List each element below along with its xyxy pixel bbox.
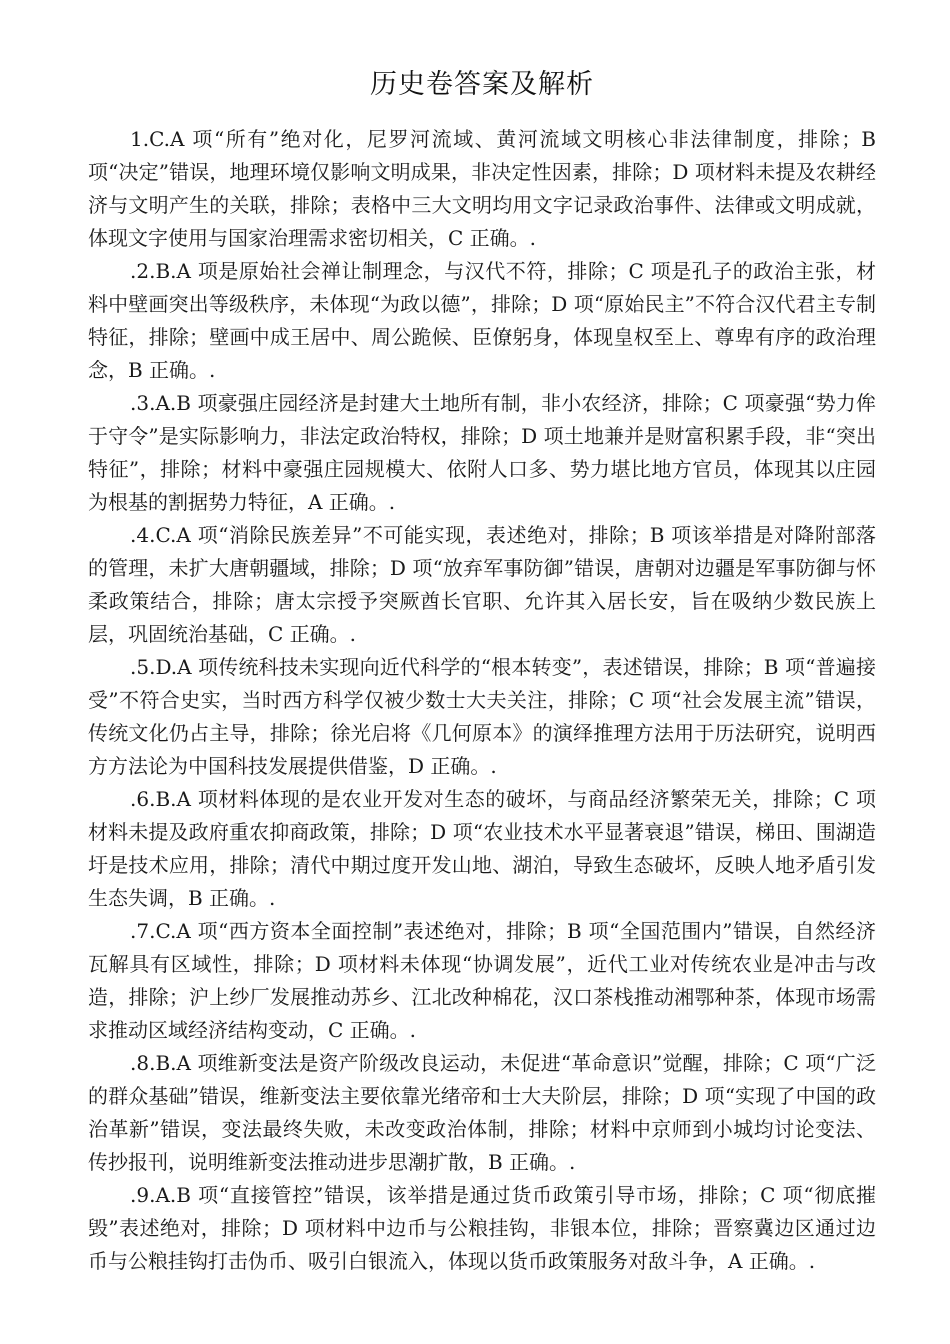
answer-2: .2.B.A 项是原始社会禅让制理念，与汉代不符，排除；C 项是孔子的政治主张，材料中壁画突出等级秩序，未体现“为政以德”，排除；D 项“原始民主”不符合汉代君主专制特征，排除；壁画中成王居中、周公跪候、臣僚躬身，体现皇权至上、尊卑有序的政治理念，B 正确。. <box>88 259 876 382</box>
answer-3: .3.A.B 项豪强庄园经济是封建大土地所有制，非小农经济，排除；C 项豪强“势力侔于守令”是实际影响力，非法定政治特权，排除；D 项土地兼并是财富积累手段，非“突出特征”，排除；材料中豪强庄园规模大、依附人口多、势力堪比地方官员，体现其以庄园为根基的割据势力特征，A 正确。. <box>88 391 876 514</box>
page-title: 历史卷答案及解析 <box>370 69 594 100</box>
answer-1: 1.C.A 项“所有”绝对化，尼罗河流域、黄河流域文明核心非法律制度，排除；B 项“决定”错误，地理环境仅影响文明成果，非决定性因素，排除；D 项材料未提及农耕经济与文明产生的关联，排除；表格中三大文明均用文字记录政治事件、法律或文明成就，体现文字使用与国家治理需求密切相关，C 正确。. <box>88 127 876 250</box>
answer-5: .5.D.A 项传统科技未实现向近代科学的“根本转变”，表述错误，排除；B 项“普遍接受”不符合史实，当时西方科学仅被少数士大夫关注，排除；C 项“社会发展主流”错误，传统文化仍占主导，排除；徐光启将《几何原本》的演绎推理方法用于历法研究，说明西方方法论为中国科技发展提供借鉴，D 正确。. <box>88 655 876 778</box>
answer-4: .4.C.A 项“消除民族差异”不可能实现，表述绝对，排除；B 项该举措是对降附部落的管理，未扩大唐朝疆域，排除；D 项“放弃军事防御”错误，唐朝对边疆是军事防御与怀柔政策结合，排除；唐太宗授予突厥酋长官职、允许其入居长安，旨在吸纳少数民族上层，巩固统治基础，C 正确。. <box>88 523 876 646</box>
answer-7: .7.C.A 项“西方资本全面控制”表述绝对，排除；B 项“全国范围内”错误，自然经济瓦解具有区域性，排除；D 项材料未体现“协调发展”，近代工业对传统农业是冲击与改造，排除；沪上纱厂发展推动苏乡、江北改种棉花，汉口茶栈推动湘鄂种茶，体现市场需求推动区域经济结构变动，C 正确。. <box>88 919 876 1042</box>
answer-6: .6.B.A 项材料体现的是农业开发对生态的破坏，与商品经济繁荣无关，排除；C 项材料未提及政府重农抑商政策，排除；D 项“农业技术水平显著衰退”错误，梯田、围湖造圩是技术应用，排除；清代中期过度开发山地、湖泊，导致生态破坏，反映人地矛盾引发生态失调，B 正确。. <box>88 787 876 910</box>
answer-9: .9.A.B 项“直接管控”错误，该举措是通过货币政策引导市场，排除；C 项“彻底摧毁”表述绝对，排除；D 项材料中边币与公粮挂钩，非银本位，排除；晋察冀边区通过边币与公粮挂钩打击伪币、吸引白银流入，体现以货币政策服务对敌斗争，A 正确。. <box>88 1183 876 1273</box>
answer-8: .8.B.A 项维新变法是资产阶级改良运动，未促进“革命意识”觉醒，排除；C 项“广泛的群众基础”错误，维新变法主要依靠光绪帝和士大夫阶层，排除；D 项“实现了中国的政治革新”错误，变法最终失败，未改变政治体制，排除；材料中京师到小城均讨论变法、传抄报刊，说明维新变法推动进步思潮扩散，B 正确。. <box>88 1051 876 1174</box>
